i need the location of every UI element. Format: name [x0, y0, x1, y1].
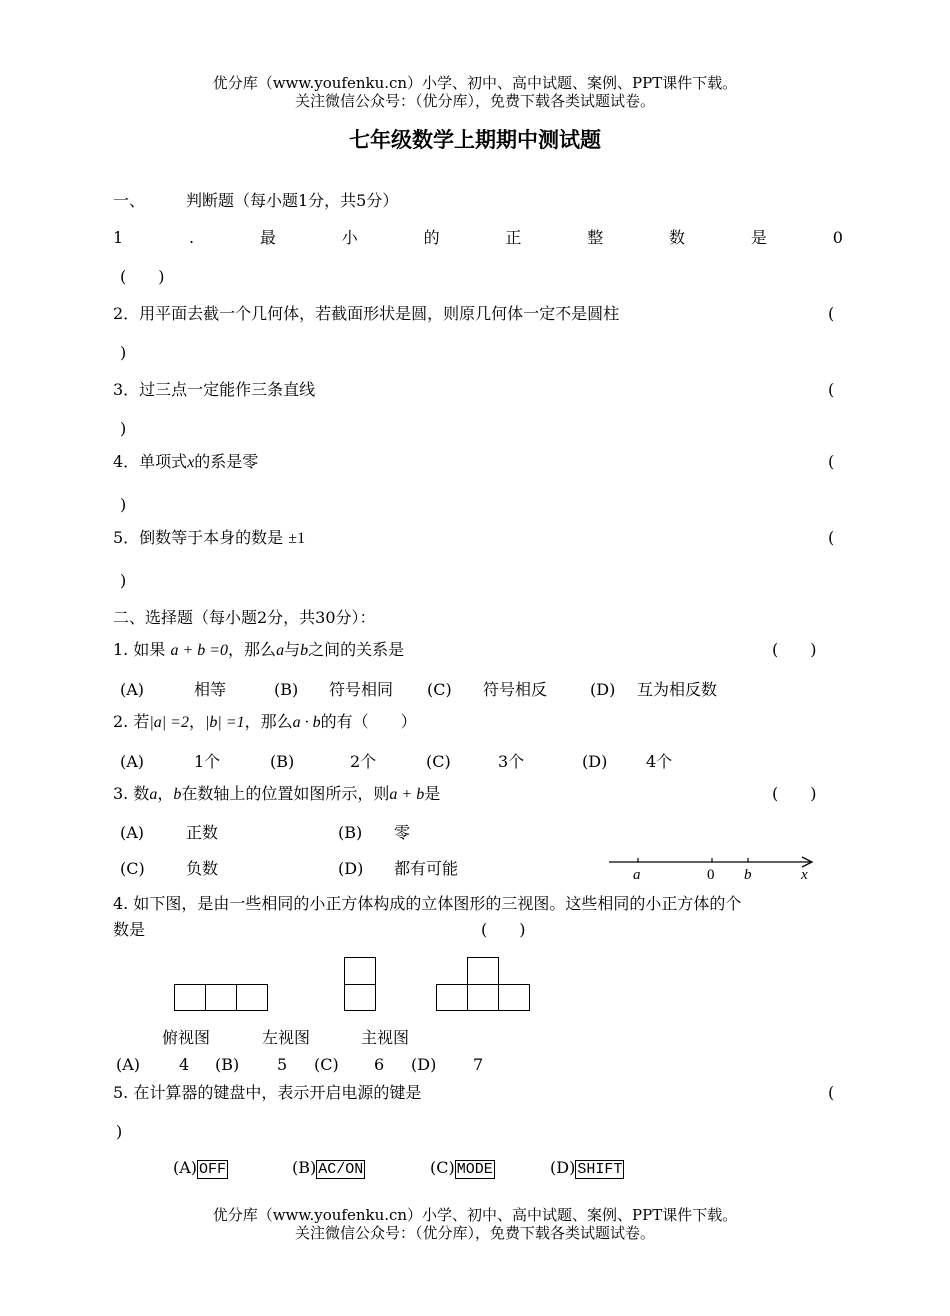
option-label: (B): [292, 1158, 317, 1177]
answer-paren: ( ): [772, 640, 817, 659]
part2-q5: 5. 在计算器的键盘中，表示开启电源的键是: [113, 1083, 422, 1102]
q5-text: 5．倒数等于本身的数是: [113, 528, 284, 547]
option-text: 相等: [194, 680, 227, 699]
close-paren: ): [116, 1122, 123, 1141]
footer-line-2: 关注微信公众号：（优分库），免费下载各类试题试卷。: [294, 1224, 655, 1242]
q-math: a: [276, 642, 285, 659]
open-paren: (: [828, 304, 835, 323]
q1-char: 数: [669, 228, 686, 247]
view-label: 左视图: [262, 1028, 311, 1047]
answer-paren: ( ): [772, 784, 817, 803]
option-label: (D): [590, 680, 616, 699]
part2-q4-line2: 数是: [113, 920, 146, 939]
part1-q3: 3．过三点一定能作三条直线: [113, 380, 316, 399]
q-text: ，: [188, 712, 205, 731]
view-label: 主视图: [361, 1028, 410, 1047]
q-text: ，: [157, 784, 174, 803]
option-text: 5: [277, 1055, 288, 1074]
open-paren: (: [828, 528, 835, 547]
number-line-figure: [605, 850, 825, 882]
open-paren: (: [828, 452, 835, 471]
option-text: 3个: [498, 752, 525, 771]
close-paren: ): [120, 419, 127, 438]
option-text: 零: [394, 823, 411, 842]
q-math: |b| =1: [204, 714, 245, 731]
page-title: 七年级数学上期期中测试题: [349, 127, 601, 152]
part1-q2: 2．用平面去截一个几何体，若截面形状是圆，则原几何体一定不是圆柱: [113, 304, 620, 323]
q-math: |a| =2: [149, 714, 189, 731]
q5-option-b: [292, 1158, 365, 1180]
off-key: OFF: [199, 1161, 227, 1178]
q-text: 与: [284, 640, 301, 659]
cube-square: [467, 957, 499, 985]
cube-square: [344, 957, 376, 985]
cube-square: [236, 984, 268, 1011]
q-text: 1. 如果: [113, 640, 171, 659]
option-text: 6: [374, 1055, 385, 1074]
option-label: (D): [550, 1158, 576, 1177]
option-label: (C): [314, 1055, 339, 1074]
part2-q3: [113, 784, 440, 805]
view-label: 俯视图: [162, 1028, 211, 1047]
option-text: 都有可能: [394, 859, 459, 878]
label-0: 0: [707, 867, 715, 882]
footer-line-1: 优分库（www.youfenku.cn）小学、初中、高中试题、案例、PPT课件下载。: [212, 1206, 738, 1224]
q-text: ，那么: [228, 640, 277, 659]
option-text: 负数: [186, 859, 219, 878]
part1-q1: [113, 228, 843, 248]
part1-q4: [113, 452, 258, 473]
ac-on-key: AC/ON: [318, 1161, 364, 1178]
q4-text: 的系是零: [194, 452, 259, 471]
q-math: b: [173, 786, 182, 803]
option-label: (D): [338, 859, 364, 878]
q1-char: 0: [832, 228, 843, 247]
option-label: (A): [120, 752, 145, 771]
option-label: (A): [120, 680, 145, 699]
close-paren: ): [120, 495, 127, 514]
q-text: 的有（ ）: [320, 712, 417, 731]
option-text: 4: [179, 1055, 190, 1074]
q4-var: x: [187, 454, 195, 471]
option-label: (C): [430, 1158, 455, 1177]
q5-option-c: [430, 1158, 495, 1180]
label-b: b: [744, 867, 752, 882]
q1-char: 是: [750, 228, 767, 247]
answer-paren: ( ): [481, 920, 526, 939]
header-line-2: 关注微信公众号：（优分库），免费下载各类试题试卷。: [294, 92, 655, 110]
q5-option-a: [173, 1158, 228, 1180]
option-label: (C): [427, 680, 452, 699]
q1-char: 的: [423, 228, 440, 247]
q1-char: .: [189, 228, 195, 247]
part1-q1-paren: ( ): [120, 267, 165, 286]
option-label: (B): [338, 823, 363, 842]
option-text: 7: [473, 1055, 484, 1074]
label-a: a: [633, 867, 641, 882]
q1-char: 最: [259, 228, 276, 247]
q4-text: 4．单项式: [113, 452, 188, 471]
q1-char: 正: [505, 228, 522, 247]
option-label: (B): [270, 752, 295, 771]
part1-label: 一、: [113, 191, 146, 210]
mode-key: MODE: [456, 1161, 493, 1178]
q-text: 2. 若: [113, 712, 150, 731]
open-paren: (: [828, 380, 835, 399]
q-math: b: [300, 642, 309, 659]
open-paren: (: [828, 1083, 835, 1102]
label-x: x: [801, 867, 808, 882]
option-label: (D): [582, 752, 608, 771]
part2-q2: [113, 712, 417, 733]
cube-square: [498, 984, 530, 1011]
option-text: 2个: [350, 752, 377, 771]
q-text: 之间的关系是: [308, 640, 405, 659]
q1-char: 1: [113, 228, 124, 247]
option-text: 1个: [194, 752, 221, 771]
close-paren: ): [120, 343, 127, 362]
q-math: a + b =0: [170, 642, 229, 659]
close-paren: ): [120, 571, 127, 590]
option-label: (C): [426, 752, 451, 771]
q-text: 3. 数: [113, 784, 150, 803]
cube-square: [436, 984, 468, 1011]
option-text: 互为相反数: [637, 680, 718, 699]
option-text: 符号相反: [483, 680, 548, 699]
q1-char: 小: [341, 228, 358, 247]
q-text: ，那么: [244, 712, 293, 731]
cube-square: [467, 984, 499, 1011]
option-text: 正数: [186, 823, 219, 842]
option-label: (A): [173, 1158, 198, 1177]
cube-square: [344, 984, 376, 1011]
option-label: (A): [116, 1055, 141, 1074]
option-label: (C): [120, 859, 145, 878]
option-text: 4个: [646, 752, 673, 771]
cube-square: [174, 984, 206, 1011]
option-label: (B): [215, 1055, 240, 1074]
part2-heading: 二、选择题（每小题2分，共30分）：: [113, 608, 376, 627]
q-text: 在数轴上的位置如图所示，则: [181, 784, 390, 803]
q5-option-d: [550, 1158, 624, 1180]
part2-q4-line1: 4. 如下图，是由一些相同的小正方体构成的立体图形的三视图。这些相同的小正方体的个: [113, 894, 742, 913]
part1-heading: 判断题（每小题1分，共5分）: [186, 191, 399, 210]
header-line-1: 优分库（www.youfenku.cn）小学、初中、高中试题、案例、PPT课件下载。: [212, 74, 738, 92]
q-text: 是: [424, 784, 441, 803]
option-label: (A): [120, 823, 145, 842]
option-label: (D): [411, 1055, 437, 1074]
q-math: a · b: [292, 714, 321, 731]
part2-q1: [113, 640, 404, 661]
q5-value: ±1: [288, 530, 306, 547]
option-text: 符号相同: [329, 680, 394, 699]
q-math: a + b: [389, 786, 425, 803]
cube-square: [205, 984, 237, 1011]
shift-key: SHIFT: [577, 1161, 623, 1178]
part1-q5: [113, 528, 305, 549]
option-label: (B): [274, 680, 299, 699]
q1-char: 整: [587, 228, 604, 247]
q-math: a: [149, 786, 158, 803]
